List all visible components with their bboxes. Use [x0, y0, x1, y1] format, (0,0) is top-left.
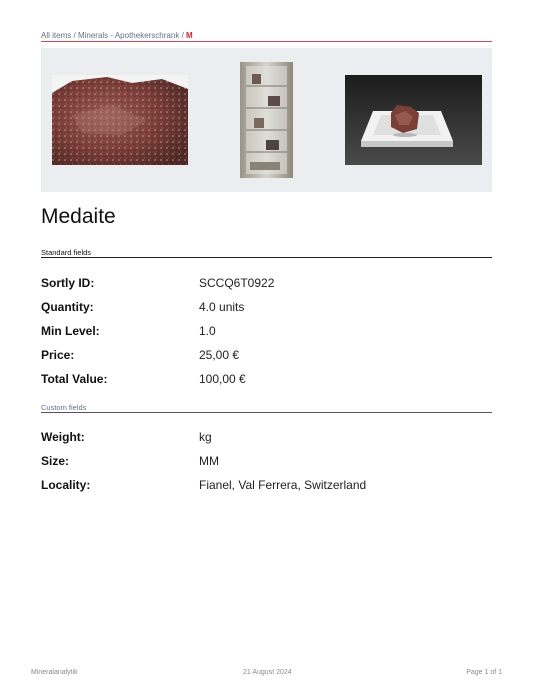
field-label: Size:	[41, 454, 70, 468]
field-value: 100,00 €	[199, 372, 246, 386]
footer-company: Mineralanalytik	[31, 669, 78, 676]
field-label: Sortly ID:	[41, 276, 95, 290]
footer-page-number: Page 1 of 1	[466, 669, 502, 676]
field-row-price	[41, 348, 492, 364]
field-label: Quantity:	[41, 300, 94, 314]
field-row-quantity	[41, 300, 492, 316]
field-value: Fianel, Val Ferrera, Switzerland	[199, 478, 367, 492]
standard-fields-divider	[41, 257, 492, 258]
standard-fields-heading: Standard fields	[41, 248, 92, 257]
field-row-size	[41, 454, 492, 470]
specimen-box-photo[interactable]	[345, 75, 482, 165]
breadcrumb-current: M	[186, 31, 193, 40]
field-row-locality	[41, 478, 492, 494]
breadcrumb	[41, 31, 492, 40]
item-title: Medaite	[41, 205, 116, 228]
breadcrumb-separator: /	[181, 31, 184, 40]
breadcrumb-separator: /	[73, 31, 76, 40]
field-label: Locality:	[41, 478, 91, 492]
footer-date: 21 August 2024	[243, 669, 292, 676]
cabinet-photo[interactable]	[240, 62, 293, 178]
breadcrumb-all-items[interactable]: All items	[41, 31, 72, 40]
custom-fields-heading: Custom fields	[41, 403, 87, 412]
mineral-photo[interactable]	[52, 75, 188, 165]
field-value: 1.0	[199, 324, 216, 338]
field-row-sortly-id	[41, 276, 492, 292]
field-value: SCCQ6T0922	[199, 276, 275, 290]
field-label: Total Value:	[41, 372, 108, 386]
photo-gallery	[41, 48, 492, 192]
field-value: kg	[199, 430, 212, 444]
custom-fields-divider	[41, 412, 492, 413]
field-row-total-value	[41, 372, 492, 388]
field-value: MM	[199, 454, 219, 468]
breadcrumb-folder[interactable]: Minerals - Apothekerschrank	[77, 31, 180, 40]
field-row-weight	[41, 430, 492, 446]
field-value: 4.0 units	[199, 300, 245, 314]
field-row-min-level	[41, 324, 492, 340]
field-value: 25,00 €	[199, 348, 240, 362]
breadcrumb-divider	[41, 41, 492, 42]
field-label: Min Level:	[41, 324, 100, 338]
field-label: Price:	[41, 348, 75, 362]
field-label: Weight:	[41, 430, 85, 444]
